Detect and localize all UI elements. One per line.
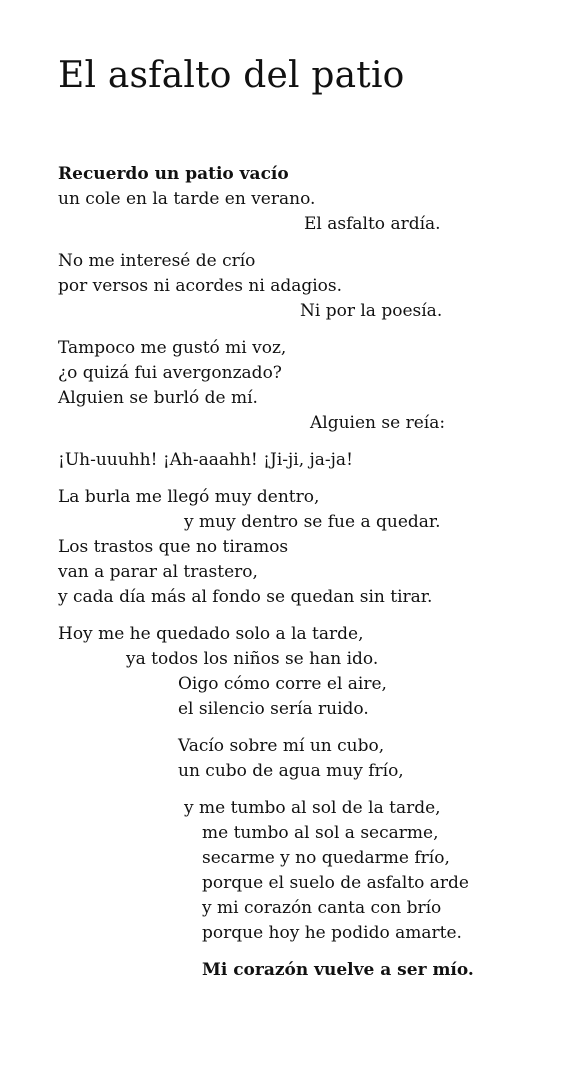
poem-line: secarme y no quedarme frío,: [202, 848, 450, 868]
poem-line: Los trastos que no tiramos: [58, 537, 289, 557]
stanza: [58, 796, 558, 946]
poem-line: Alguien se burló de mí.: [58, 388, 258, 408]
poem-line: y cada día más al fondo se quedan sin tirar.: [58, 587, 433, 607]
poem-line: Ni por la poesía.: [300, 301, 443, 321]
poem-line: ¿o quizá fui avergonzado?: [58, 363, 282, 383]
poem-line: un cole en la tarde en verano.: [58, 189, 316, 209]
stanza: [58, 622, 558, 722]
poem-line: El asfalto ardía.: [304, 214, 441, 234]
poem-line: Hoy me he quedado solo a la tarde,: [58, 624, 364, 644]
stanza: [58, 448, 558, 473]
poem-line: ¡Uh-uuuhh! ¡Ah-aaahh! ¡Ji-ji, ja-ja!: [58, 450, 353, 470]
poem-line: porque hoy he podido amarte.: [202, 923, 462, 943]
poem-line: Vacío sobre mí un cubo,: [178, 736, 385, 756]
poem-line: Oigo cómo corre el aire,: [178, 674, 387, 694]
poem-line: No me interesé de crío: [58, 251, 256, 271]
stanza: [58, 485, 558, 610]
poem-body: [58, 162, 558, 983]
poem-line: porque el suelo de asfalto arde: [202, 873, 469, 893]
stanza: [58, 162, 558, 237]
poem-line: y me tumbo al sol de la tarde,: [184, 798, 441, 818]
poem-line: Alguien se reía:: [310, 413, 446, 433]
stanza: [58, 734, 558, 784]
poem-line: Mi corazón vuelve a ser mío.: [202, 960, 474, 980]
stanza: [58, 249, 558, 324]
poem-line: Recuerdo un patio vacío: [58, 164, 289, 184]
poem-line: un cubo de agua muy frío,: [178, 761, 404, 781]
poem-line: van a parar al trastero,: [58, 562, 258, 582]
poem-line: y mi corazón canta con brío: [202, 898, 442, 918]
poem-line: ya todos los niños se han ido.: [126, 649, 379, 669]
poem-line: y muy dentro se fue a quedar.: [184, 512, 441, 532]
poem-line: me tumbo al sol a secarme,: [202, 823, 439, 843]
poem-title: El asfalto del patio: [58, 55, 405, 96]
stanza: [58, 336, 558, 436]
poem-line: el silencio sería ruido.: [178, 699, 369, 719]
poem-line: La burla me llegó muy dentro,: [58, 487, 320, 507]
poem-line: Tampoco me gustó mi voz,: [58, 338, 287, 358]
stanza: [58, 958, 558, 983]
poem-line: por versos ni acordes ni adagios.: [58, 276, 343, 296]
